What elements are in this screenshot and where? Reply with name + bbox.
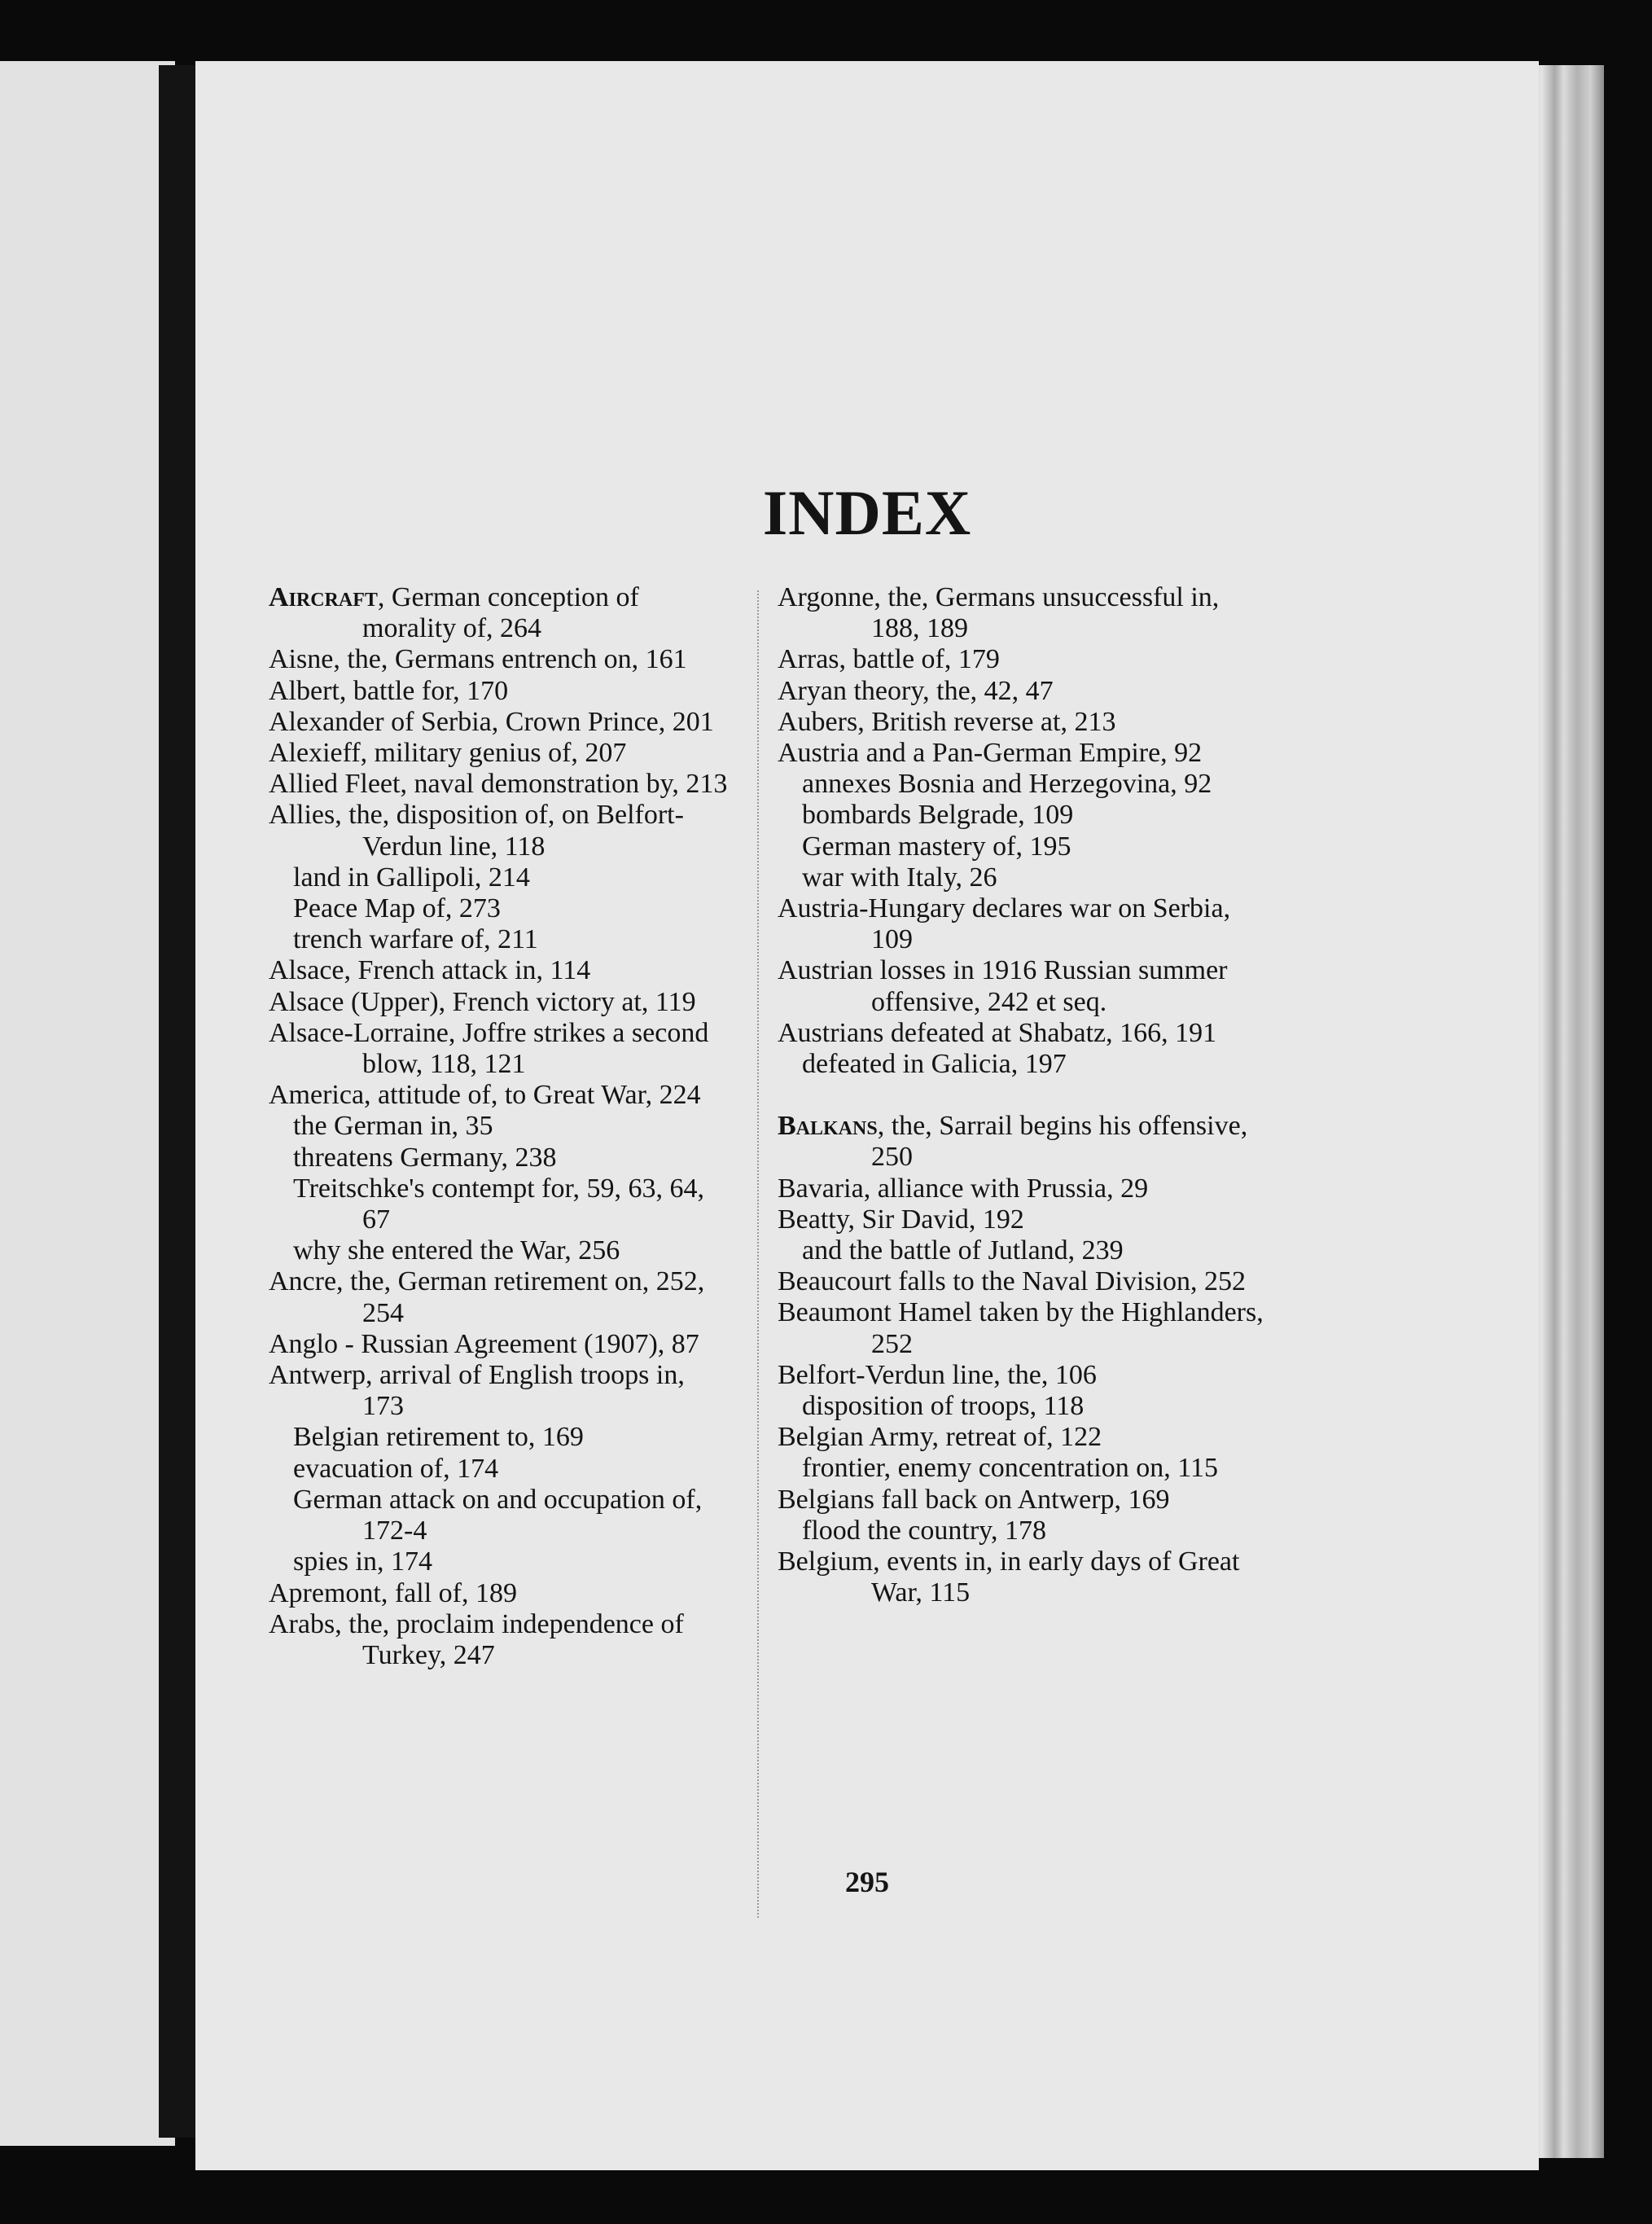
index-column-left [269,582,733,1671]
facing-page-edge [0,61,175,2146]
index-subentry [269,1485,733,1546]
index-entry [269,1018,733,1080]
index-entry [778,1173,1266,1204]
index-entry [269,582,733,644]
index-entry [269,1609,733,1671]
index-subentry [778,1235,1266,1266]
entry-text: Belfort-Verdun line, the, 106 [778,1359,1097,1390]
index-entry [778,1546,1266,1608]
index-subentry [778,862,1266,893]
book-gutter [159,65,198,2138]
page-number: 295 [845,1866,889,1898]
entry-text: Belgians fall back on Antwerp, 169 [778,1484,1170,1515]
index-subentry [778,800,1266,831]
index-subentry [269,1111,733,1142]
entry-text: Treitschke's contempt for, 59, 63, 64, 67 [293,1173,704,1235]
entry-text: Allies, the, disposition of, on Belfort-Verdun line, 118 [269,800,684,862]
index-subentry [269,893,733,924]
entry-text: Bavaria, alliance with Prussia, 29 [778,1173,1149,1204]
entry-text: Aubers, British reverse at, 213 [778,706,1116,737]
entry-text: Alexander of Serbia, Crown Prince, 201 [269,706,714,737]
index-entry [269,1578,733,1609]
entry-text: Belgian Army, retreat of, 122 [778,1422,1102,1453]
index-subentry [269,1546,733,1577]
column-divider [757,590,759,1918]
index-subentry [269,862,733,893]
entry-text: defeated in Galicia, 197 [802,1049,1067,1080]
entry-text: land in Gallipoli, 214 [293,862,530,893]
entry-text: Ancre, the, German retirement on, 252, 254 [269,1266,705,1328]
entry-text: , German conception of morality of, 264 [362,582,639,644]
entry-text: Austrians defeated at Shabatz, 166, 191 [778,1017,1217,1048]
index-entry [778,955,1266,1017]
entry-text: Alexieff, military genius of, 207 [269,738,627,769]
index-subentry [269,1422,733,1453]
entry-text: war with Italy, 26 [802,862,997,893]
index-entry [269,676,733,707]
index-subentry [269,924,733,955]
index-subentry [778,831,1266,862]
index-entry [778,1485,1266,1516]
entry-text: German mastery of, 195 [802,831,1071,862]
index-entry [778,1297,1266,1359]
entry-text: Austria and a Pan-German Empire, 92 [778,738,1203,769]
index-subentry [778,769,1266,800]
index-entry [269,644,733,675]
index-entry [269,738,733,769]
index-entry [269,1266,733,1328]
entry-text: Alsace-Lorraine, Joffre strikes a second blow, 118, 121 [269,1017,709,1080]
entry-text: bombards Belgrade, 109 [802,800,1074,831]
entry-text: and the battle of Jutland, 239 [802,1235,1124,1266]
entry-text: German attack on and occupation of, 172-4 [293,1484,703,1546]
entry-text: Argonne, the, Germans unsuccessful in, 188, 189 [778,582,1220,644]
entry-text: Beatty, Sir David, 192 [778,1204,1024,1235]
index-entry [778,1266,1266,1297]
index-entry [269,800,733,862]
index-entry [778,644,1266,675]
entry-text: annexes Bosnia and Herzegovina, 92 [802,769,1212,800]
entry-text: Arabs, the, proclaim independence of Turkey, 247 [269,1608,684,1670]
index-entry [269,955,733,986]
entry-text: Peace Map of, 273 [293,893,501,924]
entry-heading: Balkans [778,1111,878,1142]
entry-text: Allied Fleet, naval demonstration by, 213 [269,769,728,800]
index-entry [778,1422,1266,1453]
index-entry [778,1018,1266,1049]
entry-text: spies in, 174 [293,1546,432,1577]
index-entry [269,1360,733,1422]
entry-text: Aisne, the, Germans entrench on, 161 [269,644,687,675]
entry-text: the German in, 35 [293,1111,493,1142]
index-entry [778,707,1266,738]
entry-text: America, attitude of, to Great War, 224 [269,1080,701,1111]
index-subentry [269,1235,733,1266]
entry-text: why she entered the War, 256 [293,1235,620,1266]
entry-text: Austrian losses in 1916 Russian summer offensive, 242 et seq. [778,955,1228,1017]
index-entry [269,987,733,1018]
entry-text: , the, Sarrail begins his offensive, 250 [871,1111,1248,1173]
entry-text: Beaucourt falls to the Naval Division, 252 [778,1266,1247,1297]
entry-text: Belgium, events in, in early days of Great War, 115 [778,1546,1240,1608]
book-page [195,61,1539,2170]
index-entry [269,1080,733,1111]
index-subentry [269,1143,733,1173]
index-entry [778,893,1266,955]
entry-text: Austria-Hungary declares war on Serbia, 109 [778,893,1231,955]
index-column-right [778,582,1266,1609]
index-subentry [778,1516,1266,1546]
index-entry [778,1360,1266,1391]
index-subentry [269,1454,733,1485]
index-entry [269,707,733,738]
index-entry [269,769,733,800]
entry-text: Alsace, French attack in, 114 [269,955,591,986]
entry-text: Aryan theory, the, 42, 47 [778,675,1054,706]
index-entry [269,1329,733,1360]
entry-text: Belgian retirement to, 169 [293,1422,584,1453]
entry-text: Arras, battle of, 179 [778,644,1000,675]
index-subentry [269,1173,733,1235]
index-subentry [778,1049,1266,1080]
entry-text: Albert, battle for, 170 [269,675,509,706]
page-title: INDEX [762,477,972,548]
index-entry [778,1111,1266,1173]
entry-text: Alsace (Upper), French victory at, 119 [269,986,696,1017]
entry-text: evacuation of, 174 [293,1453,499,1484]
entry-text: Anglo - Russian Agreement (1907), 87 [269,1328,699,1359]
entry-text: frontier, enemy concentration on, 115 [802,1453,1218,1484]
entry-text: flood the country, 178 [802,1515,1046,1546]
entry-text: trench warfare of, 211 [293,924,538,955]
index-entry [778,1204,1266,1235]
entry-text: threatens Germany, 238 [293,1142,557,1173]
index-entry [778,582,1266,644]
index-subentry [778,1453,1266,1484]
index-entry [778,738,1266,769]
entry-heading: Aircraft [269,582,378,612]
entry-text: Antwerp, arrival of English troops in, 173 [269,1360,685,1422]
index-subentry [778,1391,1266,1422]
entry-text: Apremont, fall of, 189 [269,1577,517,1608]
entry-text: disposition of troops, 118 [802,1391,1085,1422]
entry-text: Beaumont Hamel taken by the Highlanders, 252 [778,1297,1264,1359]
index-entry [778,676,1266,707]
